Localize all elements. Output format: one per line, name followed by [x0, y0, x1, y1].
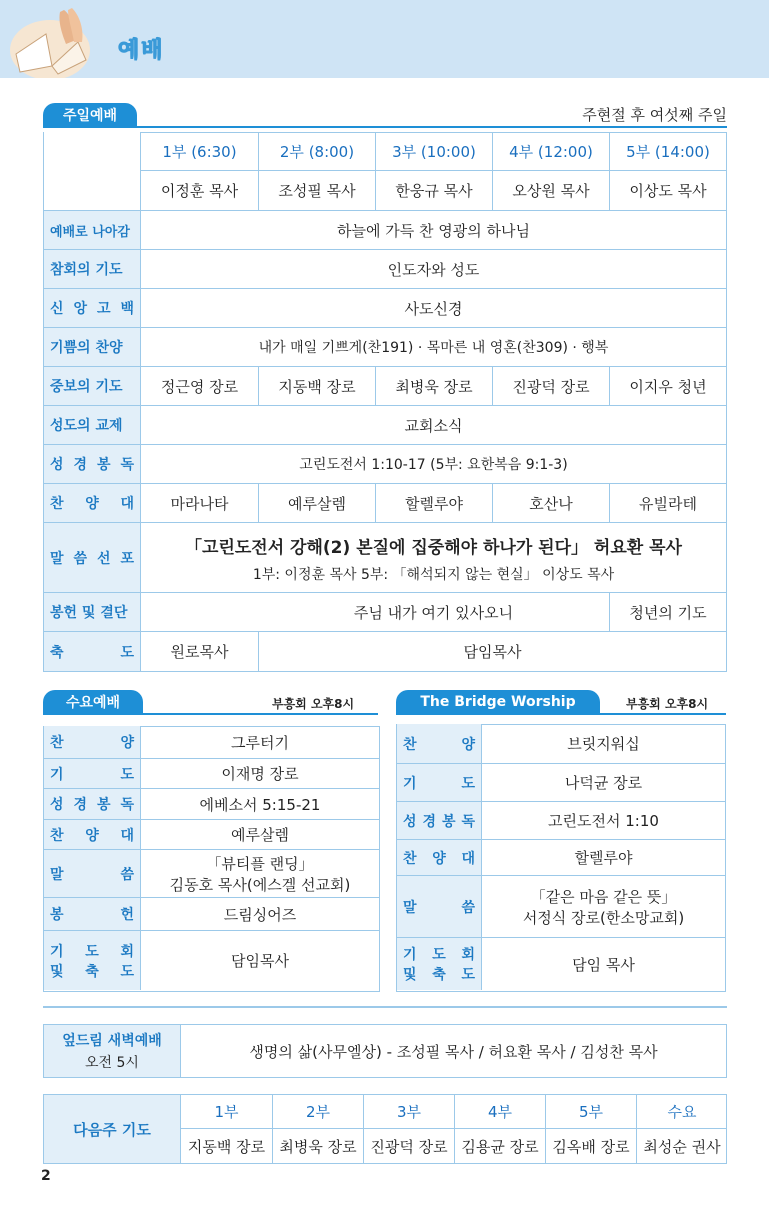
service-2-time: 2부 (8:00): [258, 132, 375, 170]
services-header: [44, 132, 726, 210]
intercession-4: 진광덕 장로: [492, 367, 609, 405]
row-value-text: 「같은 마음 같은 뜻」: [530, 887, 677, 906]
row-confession: [44, 249, 726, 288]
corner-cell: [44, 132, 141, 210]
choir-3: 할렐루야: [375, 484, 492, 522]
next-week-label: 다음주 기도: [44, 1095, 181, 1163]
next-week-table: [43, 1094, 727, 1164]
row-praise: [44, 327, 726, 366]
row-value: 고린도전서 1:10-17 (5부: 요한복음 9:1-3): [299, 457, 568, 473]
row-label: 축 도: [44, 632, 141, 671]
row-value: [141, 898, 379, 930]
row-value-text: 이재명 장로: [221, 765, 299, 783]
row-intercession: [44, 366, 726, 405]
row-value: [482, 802, 725, 839]
row-label: 기쁨의 찬양: [44, 328, 141, 366]
next-week-header: 1부: [214, 1103, 239, 1121]
row-value: [141, 789, 379, 819]
row-label: 말 씀 선 포: [44, 523, 141, 592]
row-label: 성 경 봉 독: [397, 802, 482, 839]
bridge-table: [396, 724, 726, 992]
row-value-text: 김동호 목사(에스겔 선교회): [169, 875, 351, 894]
choir-4: 호산나: [492, 484, 609, 522]
next-week-value: 김옥배 장로: [545, 1128, 636, 1163]
row-label: 찬 양 대: [44, 484, 141, 522]
row-label: 중보의 기도: [44, 367, 141, 405]
next-week-header: 5부: [545, 1095, 636, 1128]
row-creed: [44, 288, 726, 327]
row-value: 사도신경: [404, 299, 463, 318]
service-3-pastor: 한웅규 목사: [375, 171, 492, 210]
page-number: 2: [41, 1168, 51, 1184]
dawn-table: [43, 1024, 727, 1078]
wednesday-table: [43, 726, 380, 992]
dawn-time: 오전 5시: [85, 1055, 139, 1071]
row-label: 찬 양 대: [397, 840, 482, 875]
row-value: [482, 840, 725, 875]
row-value-text: 할렐루야: [574, 849, 633, 867]
row-value: [482, 876, 725, 937]
praying-hands-bible-icon: [6, 4, 98, 78]
schedule-row: [44, 849, 379, 897]
row-approach: [44, 210, 726, 249]
row-label: 찬 양: [44, 726, 141, 758]
next-week-header: 수요: [636, 1095, 727, 1128]
service-5-pastor: 이상도 목사: [609, 171, 726, 210]
row-label: 성도의 교제: [44, 406, 141, 444]
row-label: 참회의 기도: [44, 250, 141, 288]
benediction-main: 담임목사: [258, 632, 726, 671]
row-value: [141, 850, 379, 897]
row-label: 성 경 봉 독: [44, 445, 141, 483]
sermon-title: 「고린도전서 강해(2) 본질에 집중해야 하나가 된다」 허요환 목사: [185, 537, 682, 558]
row-label: 기 도: [397, 764, 482, 801]
next-week-header: 3부: [363, 1095, 454, 1128]
row-value: 하늘에 가득 찬 영광의 하나님: [337, 221, 530, 240]
intercession-1: 정근영 장로: [160, 377, 239, 396]
row-value-text: 드림싱어즈: [223, 905, 297, 924]
choir-5: 유빌라테: [609, 484, 726, 522]
row-label: 기 도: [44, 759, 141, 788]
schedule-row: [397, 724, 725, 763]
row-label-line: 및 축 도: [50, 963, 134, 980]
dawn-label-cell: [44, 1025, 181, 1077]
next-week-value: 지동백 장로: [181, 1128, 272, 1163]
row-label-line: 기 도 회: [50, 943, 134, 960]
row-label: 봉 헌: [44, 898, 141, 930]
row-label: 성 경 봉 독: [44, 789, 141, 819]
row-value: 교회소식: [404, 416, 463, 435]
schedule-row: [44, 788, 379, 819]
intercession-2: 지동백 장로: [258, 367, 375, 405]
schedule-row: [397, 875, 725, 937]
schedule-row: [44, 758, 379, 788]
row-label: 말 씀: [397, 876, 482, 937]
row-value-text: 담임 목사: [572, 955, 635, 974]
row-label: [44, 931, 141, 990]
intercession-3: 최병욱 장로: [375, 367, 492, 405]
sermon-note: 1부: 이정훈 목사 5부: 「해석되지 않는 현실」 이상도 목사: [252, 567, 615, 583]
next-week-value: 최병욱 장로: [272, 1128, 363, 1163]
row-label-line: 기 도 회: [403, 947, 475, 963]
schedule-row: [44, 930, 379, 990]
schedule-row: [44, 726, 379, 758]
service-3-time: 3부 (10:00): [375, 132, 492, 170]
row-value: [141, 759, 379, 788]
row-value: [482, 764, 725, 801]
row-value-text: 브릿지워십: [567, 735, 640, 753]
row-value-text: 고린도전서 1:10: [548, 812, 659, 830]
row-choir: [44, 483, 726, 522]
choir-2: 예루살렘: [258, 484, 375, 522]
row-value: [141, 726, 379, 758]
intercession-5: 이지우 청년: [609, 367, 726, 405]
header-banner: [0, 0, 769, 78]
row-value: 내가 매일 기쁘게(찬191) · 목마른 내 영혼(찬309) · 행복: [258, 340, 609, 356]
service-4-time: 4부 (12:00): [492, 132, 609, 170]
schedule-row: [397, 937, 725, 990]
sunday-table: [43, 132, 727, 672]
row-label: 예배로 나아감: [44, 211, 141, 249]
next-week-value: 최성순 권사: [636, 1128, 727, 1163]
row-benediction: [44, 631, 726, 671]
service-2-pastor: 조성필 목사: [258, 171, 375, 210]
row-label: 찬 양 대: [44, 820, 141, 849]
choir-1: 마라나타: [170, 494, 229, 513]
row-reading: [44, 444, 726, 483]
schedule-row: [44, 897, 379, 930]
sunday-divider: [43, 126, 727, 128]
page-title: 예배: [118, 38, 165, 63]
bridge-tab: The Bridge Worship: [396, 690, 600, 714]
service-1-time: 1부 (6:30): [162, 142, 237, 161]
row-offering: [44, 592, 726, 631]
row-value-text: 에베소서 5:15-21: [199, 795, 321, 814]
dawn-value: 생명의 삶(사무엘상) - 조성필 목사 / 허요환 목사 / 김성찬 목사: [249, 1042, 658, 1061]
row-value-text: 그루터기: [231, 733, 289, 752]
schedule-row: [397, 801, 725, 839]
row-value: [141, 931, 379, 990]
service-1-pastor: 이정훈 목사: [160, 182, 239, 200]
next-week-value: 진광덕 장로: [363, 1128, 454, 1163]
wednesday-note: 부흥회 오후8시: [272, 697, 355, 711]
sunday-note: 주현절 후 여섯째 주일: [582, 106, 727, 124]
benediction-elder: 원로목사: [170, 643, 229, 661]
wednesday-tab: 수요예배: [43, 690, 143, 714]
schedule-row: [397, 839, 725, 875]
row-sermon: [44, 522, 726, 592]
next-week-header: 2부: [272, 1095, 363, 1128]
row-value-text: 「뷰티플 랜딩」: [206, 854, 314, 873]
schedule-row: [44, 819, 379, 849]
row-value-text: 나덕균 장로: [564, 774, 643, 792]
youth-prayer: 청년의 기도: [609, 593, 726, 631]
row-label: 신 앙 고 백: [44, 289, 141, 327]
row-value: [141, 820, 379, 849]
service-4-pastor: 오상원 목사: [492, 171, 609, 210]
row-label: 말 씀: [44, 850, 141, 897]
row-value: [482, 724, 725, 763]
row-value-text: 예루살렘: [231, 826, 289, 844]
bridge-divider: [396, 713, 726, 715]
row-value: [482, 938, 725, 990]
row-label: 봉헌 및 결단: [44, 593, 141, 631]
bridge-note: 부흥회 오후8시: [626, 697, 709, 711]
row-value-text: 담임목사: [231, 952, 289, 970]
service-5-time: 5부 (14:00): [609, 132, 726, 170]
row-value: 인도자와 성도: [387, 260, 480, 279]
offering-song: 주님 내가 여기 있사오니: [353, 603, 514, 622]
next-week-header: 4부: [454, 1095, 545, 1128]
section-divider: [43, 1006, 727, 1008]
row-label-line: 및 축 도: [403, 967, 475, 983]
sunday-worship-tab: 주일예배: [43, 103, 137, 127]
row-label: 찬 양: [397, 724, 482, 763]
row-label: [397, 938, 482, 990]
next-week-value: 김용균 장로: [454, 1128, 545, 1163]
schedule-row: [397, 763, 725, 801]
dawn-label: 엎드림 새벽예배: [62, 1033, 162, 1049]
row-value-text: 서정식 장로(한소망교회): [522, 908, 685, 927]
row-fellowship: [44, 405, 726, 444]
wednesday-divider: [43, 713, 378, 715]
